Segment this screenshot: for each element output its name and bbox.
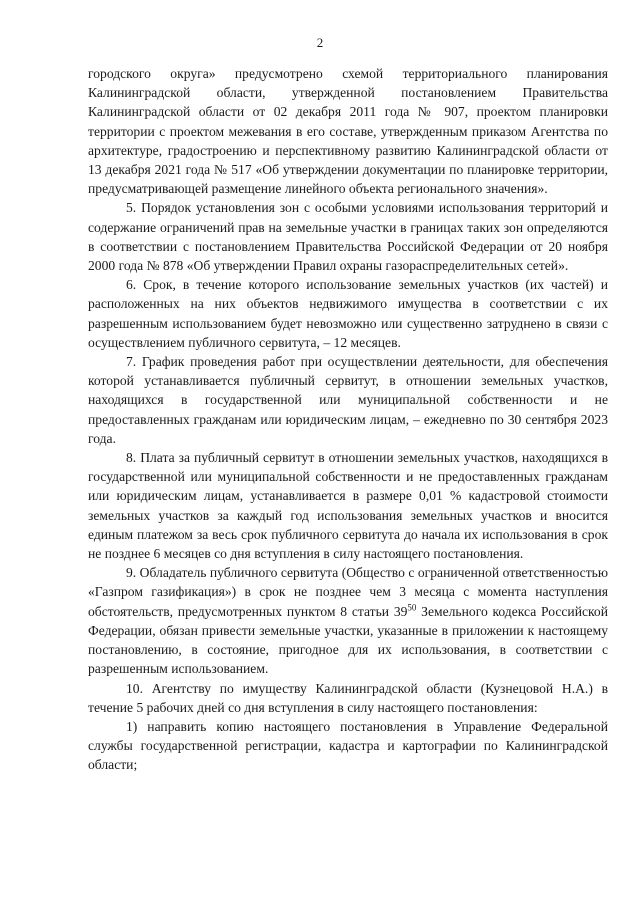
paragraph-10-item-1: 1) направить копию настоящего постановления в Управление Федеральной службы государственной регистрации, кадастра и картографии по Калининградской области; [88, 718, 608, 773]
paragraph-7: 7. График проведения работ при осуществлении деятельности, для обеспечения которой устанавливается публичный сервитут, в отношении земельных участков, находящихся в государственной или муниципальной собственности и не предоставленных гражданам или юридическим лицам, – ежедневно по 30 сентября 2023 года. [88, 354, 608, 446]
paragraph-9-superscript: 50 [407, 602, 417, 613]
paragraph-9-text-after: Земельного кодекса Российской Федерации, обязан привести земельные участки, указанные в приложении к настоящему постановлению, в состояние, пригодное для их использования, в соответствии с разрешенным использованием. [88, 603, 609, 677]
paragraph-9-text-before: 9. Обладатель публичного сервитута (Общество с ограниченной ответственностью «Газпром газификация») в срок не позднее чем 3 месяца с момента наступления обстоятельств, предусмотренных пунктом 8 статьи 39 [88, 565, 608, 619]
document-body [88, 64, 608, 775]
paragraph-8: 8. Плата за публичный сервитут в отношении земельных участков, находящихся в государственной или муниципальной собственности и не предоставленных гражданам или юридическим лицам, устанавливается в размере 0,01 % кадастровой стоимости земельных участков за каждый год использования земельных участков и вносится единым платежом за весь срок публичного сервитута до начала их использования в срок не позднее 6 месяцев со дня вступления в силу настоящего постановления. [88, 450, 608, 562]
page-number: 2 [316, 35, 324, 50]
paragraph-5: 5. Порядок установления зон с особыми условиями использования территорий и содержание ограничений прав на земельные участки в границах таких зон определяются в соответствии с постановлением Правительства Российской Федерации от 20 ноября 2000 года № 878 «Об утверждении Правил охраны газораспределительных сетей». [88, 200, 608, 274]
paragraph-9 [88, 563, 608, 678]
paragraph-6: 6. Срок, в течение которого использование земельных участков (их частей) и расположенных на них объектов недвижимого имущества в соответствии с их разрешенным использованием будет невозможно или существенно затруднено в связи с осуществлением публичного сервитута, – 12 месяцев. [88, 277, 608, 350]
paragraph-10: 10. Агентству по имуществу Калининградской области (Кузнецовой Н.А.) в течение 5 рабочих дней со дня вступления в силу настоящего постановления: [88, 680, 608, 715]
paragraph-continuation: городского округа» предусмотрено схемой территориального планирования Калининградской области, утвержденной постановлением Правительства Калининградской области от 02 декабря 2011 года № 907, проектом планировки территории с проектом межевания в его составе, утвержденным приказом Агентства по архитектуре, градостроению и перспективному развитию Калининградской области от 13 декабря 2021 года № 517 «Об утверждении документации по планировке территории, предусматривающей размещение линейного объекта регионального значения». [88, 66, 608, 197]
